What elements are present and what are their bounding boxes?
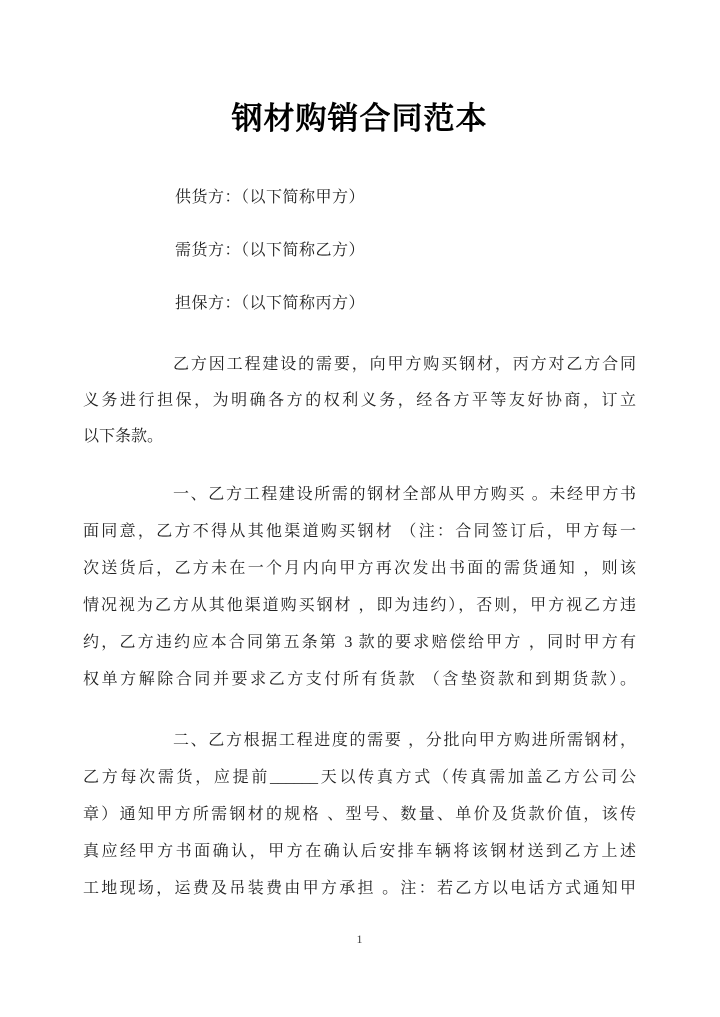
text-line: 约，乙方违约应本合同第五条第 3 款的要求赔偿给甲方 ，同时甲方有 [83,634,636,651]
text-line: 担保方：（以下简称丙方） [175,295,366,312]
intro-paragraph [83,347,636,455]
text-line: 真应经甲方书面确认，甲方在确认后安排车辆将该钢材送到乙方上述 [83,843,636,860]
text-line: 二、乙方根据工程进度的需要 ，分批向甲方购进所需钢材， [173,732,636,749]
text-line: 供货方：（以下简称甲方） [175,189,366,206]
text-line: 义务进行担保，为明确各方的权利义务，经各方平等友好协商，订立 [83,392,636,409]
text-line: 需货方：（以下简称乙方） [175,242,366,259]
text-line: 章）通知甲方所需钢材的规格 、型号、数量、单价及货款价值，该传 [83,806,636,823]
text-line: 以下条款。 [83,428,164,445]
text-line: 一、乙方工程建设所需的钢材全部从甲方购买 。未经甲方书 [173,486,636,503]
text-line: 乙方因工程建设的需要，向甲方购买钢材，丙方对乙方合同 [173,356,636,373]
text-line: 工地现场，运费及吊装费由甲方承担 。注：若乙方以电话方式通知甲 [83,880,636,897]
text-line: 情况视为乙方从其他渠道购买钢材 ，即为违约），否则，甲方视乙方违 [83,597,636,614]
party-list [83,184,636,318]
clause-one-paragraph [83,476,636,698]
page-number: 1 [356,932,363,946]
clause-two-paragraph [83,722,636,907]
text-line: 次送货后，乙方未在一个月内向甲方再次发出书面的需货通知 ，则该 [83,560,636,577]
text-line: 面同意，乙方不得从其他渠道购买钢材 （注：合同签订后，甲方每一 [83,523,636,540]
text-line: 乙方每次需货，应提前______天以传真方式（传真需加盖乙方公司公 [83,769,636,786]
document-title: 钢材购销合同范本 [231,101,488,136]
text-line: 权单方解除合同并要求乙方支付所有货款 （含垫资款和到期货款）。 [83,671,636,688]
